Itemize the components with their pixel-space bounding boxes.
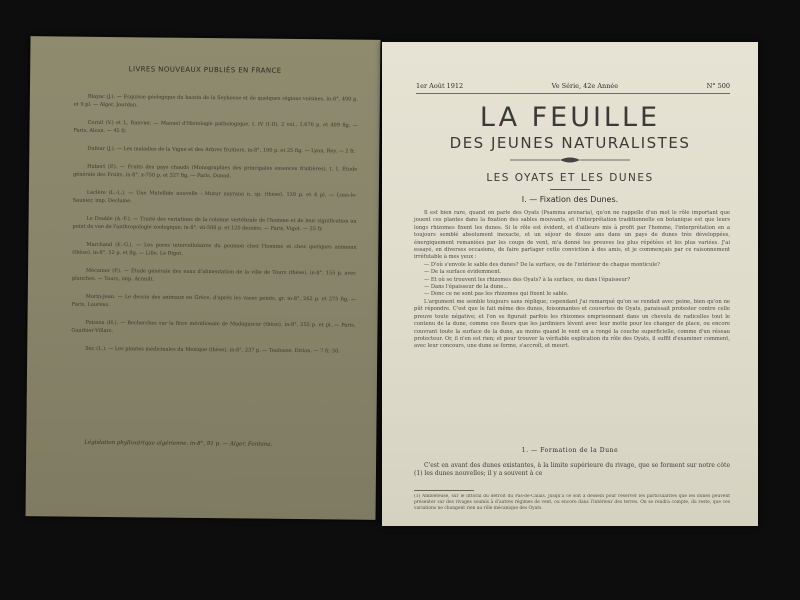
issue-header xyxy=(416,82,730,94)
list-item: Le Double (A.-F.). — Traité des variations de la colonne vertébrale de l'homme et de leur signification au point de vue de l'anthropologie zoologique, in-8°, vii-500 p. et 120 dessins. — Paris, Vigot. — 25 fr. xyxy=(72,215,357,233)
list-item: Dufour (J.). — Les maladies de la Vigne et des Arbres fruitiers, in-8°, 190 p. et 25 fig. — Lyon, Rey. — 2 fr. xyxy=(87,145,356,155)
list-item: Hubert (P.). — Fruits des pays chauds (Monographies des principales essences fruitières), t. I, Étude générale des Fruits, in-8°, x-750 p. et 327 fig. — Paris, Dunod. xyxy=(73,163,358,180)
left-page-footer-entry: Législation phylloxérique algérienne, in-8°, 91 p. — Alger, Fontana. xyxy=(84,439,273,448)
body-paragraph: L'argument me semble toujours sans réplique; cependant j'ai remarqué qu'on se rendait avec peine, bien qu'on ne pût répondre. C'est que le fait même des dunes, foisonnantes et couvertes de Oyats, paraissait protester contre celle preuve toute négative; et l'on se figurait parfois les rhizomes emprisonnant dans un chevelu de radicelles tout le contenu de la dune, comme ces fleurs que les jardiniers lèvent avec leur motte pour les changer de place, ou encore couvrant toute la surface de la dune, au moins quand le vent en a rongé la couche superficielle, comme d'un réseau protecteur. Or, il n'en est rien; et pour trouver la véritable explication du rôle des Oyats, il suffit d'examiner comment, avec leur concours, une dune se forme, s'accroît, et meurt. xyxy=(414,298,730,350)
body-paragraph: — Donc ce ne sont pas les rhizomes qui fixent le sable. xyxy=(424,291,569,298)
book-list xyxy=(71,93,358,366)
body-paragraph: — D'où s'envole le sable des dunes? De la surface, ou de l'intérieur de chaque monticule? xyxy=(424,261,660,268)
issue-number: N° 500 xyxy=(706,82,730,90)
list-item: Cornil (V.) et L. Ranvier. — Manuel d'Histologie pathologique, t. IV (I-II), 2 vol., 1,070 p. et 409 fig. — Paris, Alcan. — 45 fr. xyxy=(73,119,358,135)
right-page-sheet xyxy=(382,42,758,526)
footnote: (1) Ambleteuse, sur le littoral du détroit du Pas-de-Calais. Jusqu'à ce soit à dessein pour réserver les particularités que les dunes peuvent présenter sur des rivages soumis à d'autres régimes de vent, ou encore dans l'intérieur des terres. On se rendra compte, du reste, que ces variations ne changent rien au rôle mécanique des Oyats. xyxy=(414,494,730,511)
title-rule xyxy=(550,189,590,190)
ornament-divider xyxy=(510,156,630,164)
article-title: LES OYATS ET LES DUNES xyxy=(486,172,654,184)
list-item: Morin-Jean. — Le dessin des animaux en Grèce, d'après les vases peints, gr. in-8°, 262 p. et 275 fig. — Paris, Laurens. xyxy=(71,293,356,309)
masthead-title: LA FEUILLE xyxy=(479,102,661,133)
left-page-sheet xyxy=(25,36,380,520)
body-paragraph: Il est bien rare, quand on parle des Oyats (Psamma arenaria), qu'on ne rappelle d'un mot le rôle important que jouent ces plantes dans la fixation des sables mouvants, et l'interprétation traditionnelle en botanique est que leurs longs rhizomes fixent les dunes. Si le rôle est évident, et d'ailleurs mis à profit par l'homme, l'interprétation en a toujours semblé absolument inexacte, et un séjour de douze ans dans un pays de dunes très développées, énergiquement remaniées par les coups de vent, m'a donné les preuves les plus répétées et les plus variées. J'ai essayé, en diverses occasions, de faire partager cette conviction à des amis, et je commençais par ce raisonnement irréfutable à mes yeux : xyxy=(414,210,730,261)
list-item: Leclère (L.-L.). — Une Mutellide nouvelle : Mutur nayrana n. sp. (thèse), 120 p. et 4 pl. — Lons-le-Saunier, imp. Declume. xyxy=(72,189,357,205)
footnote-rule xyxy=(414,490,474,491)
issue-series: Ve Série, 42e Année xyxy=(551,82,619,90)
issue-date: 1er Août 1912 xyxy=(416,82,464,90)
article-body xyxy=(414,210,730,351)
body-paragraph: C'est en avant des dunes existantes, à la limite supérieure du rivage, que se forment sur notre côte (1) les dunes nouvelles; il y a souvent à ce xyxy=(414,462,730,477)
left-page-title: LIVRES NOUVEAUX PUBLIÉS EN FRANCE xyxy=(128,65,282,75)
body-paragraph: — Dans l'épaisseur de la dune... xyxy=(424,284,509,291)
list-item: Poisson (H.). — Recherches sur la flore méridionale de Madagascar (thèse), in-8°, 255 p. et pl. — Paris, Gauthier-Villars. xyxy=(71,319,356,335)
body-paragraph: — De la surface évidemment. xyxy=(424,269,502,276)
list-item: Blayac (J.). — Esquisse géologique du bassin de la Seybouse et de quelques régions voisines, in-8°, 490 p. et 9 pl. — Alger, Jourdan. xyxy=(73,93,358,109)
masthead-subtitle: DES JEUNES NATURALISTES xyxy=(449,134,691,152)
list-item: Mécanier (P.). — Étude générale des eaux d'alimentation de la ville de Tours (thèse), in-8°, 155 p. avec planches. — Tours, imp. Arrault. xyxy=(71,267,357,283)
list-item: Suc (L.). — Les plantes médicinales du Mexique (thèse), in-8°, 237 p. — Toulouse, Dirion. — 7 fr. 50. xyxy=(85,345,340,355)
section-heading: I. — Fixation des Dunes. xyxy=(521,195,619,204)
list-item: Marchand (E.-G.). — Les pores intercellulaires du poumon chez l'homme et chez quelques animaux (thèse), in-8°, 52 p. et fig. — Lille, Le Bigot. xyxy=(72,241,357,257)
subsection-heading: 1. — Formation de la Dune xyxy=(521,447,619,454)
article-body-continued xyxy=(414,462,730,478)
body-paragraph: — Et où se trouvent les rhizomes des Oyats? à la surface, ou dans l'épaisseur? xyxy=(424,276,631,283)
